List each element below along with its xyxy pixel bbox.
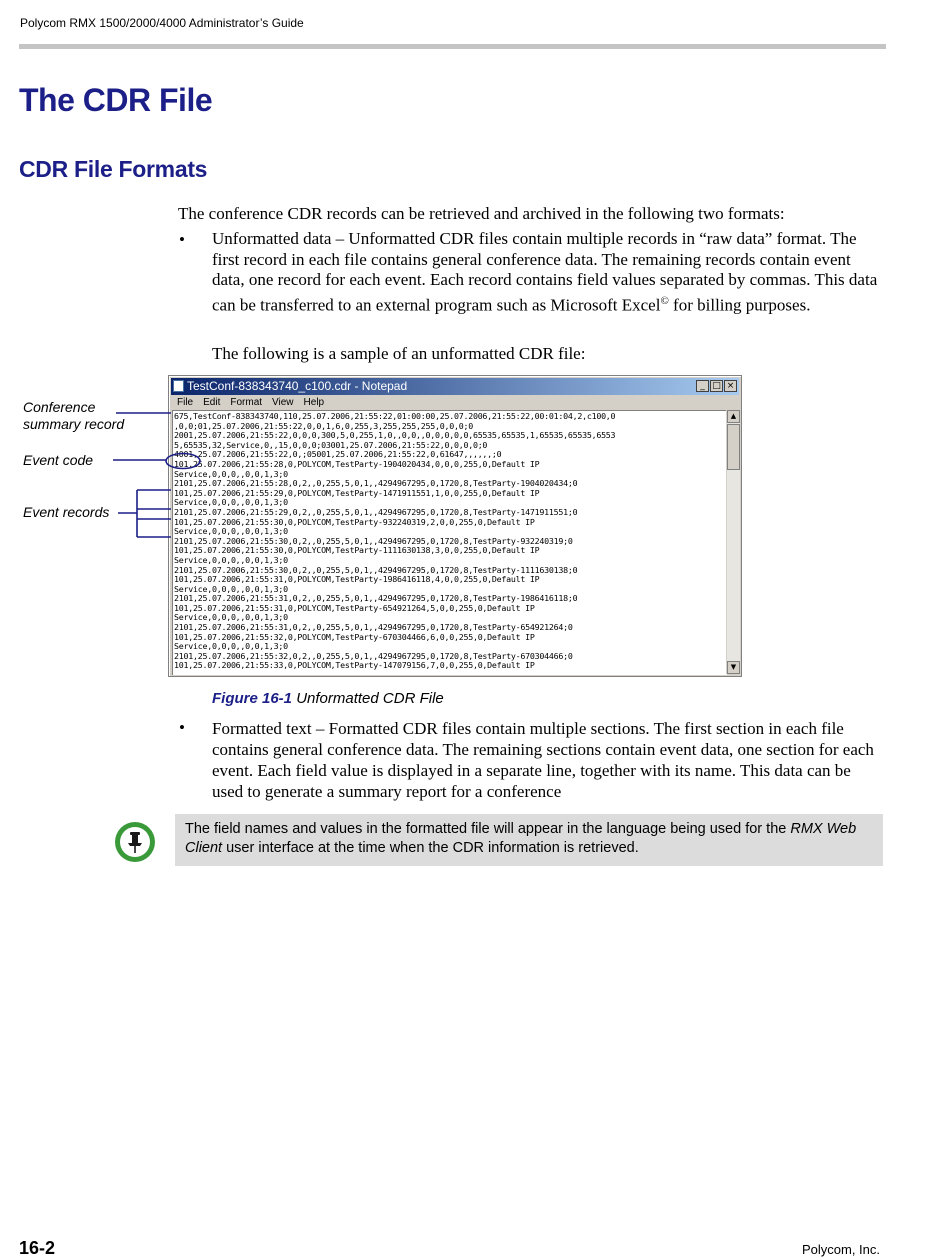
close-icon[interactable]: × <box>724 380 737 392</box>
menu-item-view[interactable]: View <box>272 397 294 408</box>
figure-caption <box>212 690 444 707</box>
cdr-line: 2101,25.07.2006,21:55:31,0,2,,0,255,5,0,1,,4294967295,0,1720,8,TestParty-654921264;0 <box>174 622 573 633</box>
cdr-line: 101,25.07.2006,21:55:32,0,POLYCOM,TestParty-670304466,6,0,0,255,0,Default IP <box>174 631 535 642</box>
menu-item-format[interactable]: Format <box>230 397 263 408</box>
cdr-line: Service,0,0,0,,0,0,1,3;0 <box>174 554 288 565</box>
note-box <box>175 814 883 866</box>
menu-item-help[interactable]: Help <box>303 397 325 408</box>
callout-event-code: Event code <box>23 452 94 468</box>
cdr-line: Service,0,0,0,,0,0,1,3;0 <box>174 468 288 479</box>
scroll-down-icon[interactable]: ▼ <box>727 661 740 674</box>
cdr-line: Service,0,0,0,,0,0,1,3;0 <box>174 641 288 652</box>
cdr-line: 2101,25.07.2006,21:55:32,0,2,,0,255,5,0,1,,4294967295,0,1720,8,TestParty-670304466;0 <box>174 650 573 661</box>
cdr-line: 675,TestConf-838343740,110,25.07.2006,21:55:22,01:00:00,25.07.2006,21:55:22,00:01:04,2,c100,0 <box>174 411 616 421</box>
pushpin-icon <box>113 820 157 864</box>
cdr-line: 2101,25.07.2006,21:55:29,0,2,,0,255,5,0,1,,4294967295,0,1720,8,TestParty-1471911551;0 <box>174 506 578 517</box>
cdr-line: 101,25.07.2006,21:55:33,0,POLYCOM,TestParty-147079156,7,0,0,255,0,Default IP <box>174 660 535 671</box>
notepad-title: TestConf-838343740_c100.cdr - Notepad <box>187 379 408 393</box>
cdr-line: 2001,25.07.2006,21:55:22,0,0,0,300,5,0,255,1,0,,0,0,,0,0,0,0,0,65535,65535,1,65535,65535,6553 <box>174 430 616 441</box>
cdr-line: ,0,0;01,25.07.2006,21:55:22,0,0,1,6,0,255,3,255,255,255,0,0,0;0 <box>174 420 473 431</box>
scroll-up-icon[interactable]: ▲ <box>727 410 740 423</box>
cdr-line: 101,25.07.2006,21:55:30,0,POLYCOM,TestParty-932240319,2,0,0,255,0,Default IP <box>174 516 535 527</box>
page-number: 16-2 <box>19 1238 56 1258</box>
bullet-formatted-text: Formatted text – Formatted CDR files contain multiple sections. The first section in each file contains general conference data. The remaining sections contain event data, one section for each event. Each field value is displayed in a separate line, together with its name. This data can be used to generate a summary report for a conference <box>212 719 874 801</box>
section-title: CDR File Formats <box>19 156 208 182</box>
cdr-line: Service,0,0,0,,0,0,1,3;0 <box>174 497 288 508</box>
cdr-line: 101,25.07.2006,21:55:29,0,POLYCOM,TestParty-1471911551,1,0,0,255,0,Default IP <box>174 487 540 498</box>
note-emphasis: RMX Web Client <box>185 821 857 856</box>
intro-paragraph: The conference CDR records can be retrieved and archived in the following two formats: <box>178 204 785 223</box>
bullet-marker: • <box>179 718 185 737</box>
cdr-line: Service,0,0,0,,0,0,1,3;0 <box>174 612 288 623</box>
bullet-text: Unformatted data – Unformatted CDR files contain multiple records in “raw data” format. The first record in each file contains general conference data. The remaining records contain event data, one record for each event. Each record contains field values separated by commas. This data can be transferred to an external program such as Microsoft Excel <box>212 229 878 315</box>
cdr-line: 101,25.07.2006,21:55:31,0,POLYCOM,TestParty-654921264,5,0,0,255,0,Default IP <box>174 602 535 613</box>
note-text-end: user interface at the time when the CDR information is retrieved. <box>222 840 639 856</box>
chapter-title: The CDR File <box>19 82 213 118</box>
callout-text: Conference <box>23 399 96 415</box>
bullet-text-end: for billing purposes. <box>668 295 811 315</box>
menu-item-edit[interactable]: Edit <box>203 397 221 408</box>
cdr-line: 4001,25.07.2006,21:55:22,0,;05001,25.07.2006,21:55:22,0,61647,,,,,,;0 <box>174 449 502 460</box>
cdr-line: 101,25.07.2006,21:55:28,0,POLYCOM,TestParty-1904020434,0,0,0,255,0,Default IP <box>174 458 540 469</box>
bullet-marker: • <box>179 230 185 249</box>
callout-text: summary record <box>23 416 125 432</box>
figure-caption-text: Unformatted CDR File <box>296 690 444 707</box>
figure-number: Figure 16-1 <box>212 690 293 707</box>
menu-item-file[interactable]: File <box>177 397 194 408</box>
event-code-highlight <box>166 454 200 469</box>
cdr-line: 5,65535,32,Service,0,,15,0,0,0;03001,25.07.2006,21:55:22,0,0,0,0;0 <box>174 439 488 450</box>
cdr-line: 2101,25.07.2006,21:55:30,0,2,,0,255,5,0,1,,4294967295,0,1720,8,TestParty-932240319;0 <box>174 535 573 546</box>
cdr-line: 2101,25.07.2006,21:55:28,0,2,,0,255,5,0,1,,4294967295,0,1720,8,TestParty-1904020434;0 <box>174 478 578 489</box>
footer-company: Polycom, Inc. <box>801 1242 880 1257</box>
running-head: Polycom RMX 1500/2000/4000 Administrator’s Guide <box>20 16 304 30</box>
cdr-line: Service,0,0,0,,0,0,1,3;0 <box>174 526 288 537</box>
minimize-icon[interactable]: _ <box>696 380 709 392</box>
sample-intro: The following is a sample of an unformatted CDR file: <box>212 344 586 363</box>
copyright-mark: © <box>660 294 669 307</box>
cdr-line: 2101,25.07.2006,21:55:31,0,2,,0,255,5,0,1,,4294967295,0,1720,8,TestParty-1986416118;0 <box>174 593 578 604</box>
cdr-line: 2101,25.07.2006,21:55:30,0,2,,0,255,5,0,1,,4294967295,0,1720,8,TestParty-1111630138;0 <box>174 564 578 575</box>
note-text: The field names and values in the formatted file will appear in the language being used for the <box>185 821 791 837</box>
cdr-line: 101,25.07.2006,21:55:31,0,POLYCOM,TestParty-1986416118,4,0,0,255,0,Default IP <box>174 574 540 585</box>
maximize-icon[interactable]: □ <box>710 380 723 392</box>
cdr-line: Service,0,0,0,,0,0,1,3;0 <box>174 583 288 594</box>
cdr-line: 101,25.07.2006,21:55:30,0,POLYCOM,TestParty-1111630138,3,0,0,255,0,Default IP <box>174 545 540 556</box>
callout-event-records: Event records <box>23 504 110 520</box>
